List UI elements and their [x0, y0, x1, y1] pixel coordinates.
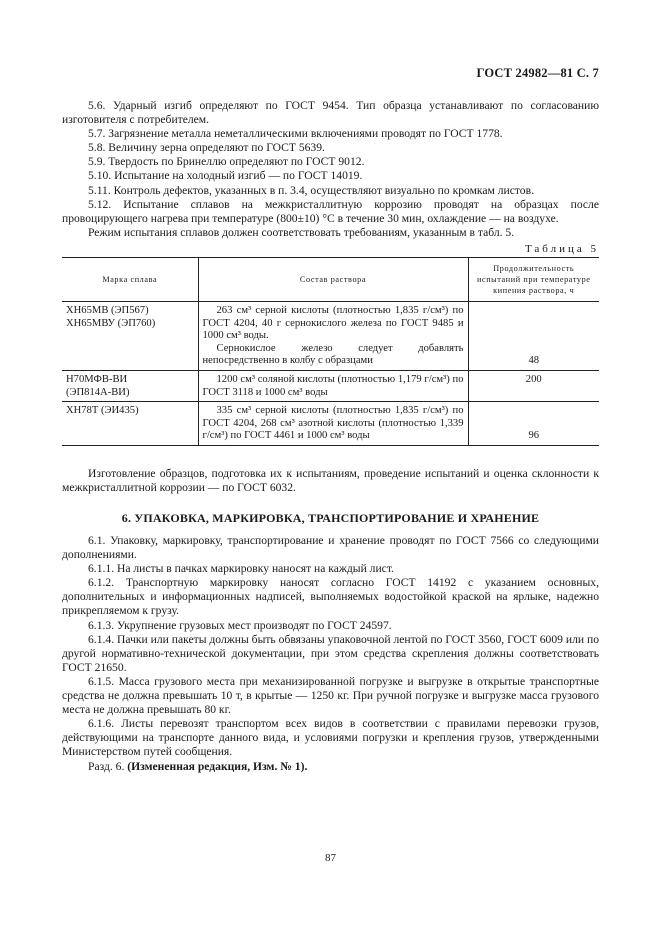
paragraph: 5.6. Ударный изгиб определяют по ГОСТ 9454. Тип образца устанавливают по согласованию изготовителя с потребителем.: [62, 99, 599, 127]
amendment-bold: (Измененная редакция, Изм. № 1).: [127, 759, 308, 773]
duration-cell: 96: [468, 402, 599, 446]
column-header-grade: Марка сплава: [62, 258, 198, 302]
top-paragraphs: [62, 99, 599, 240]
grade-cell: ХН65МВ (ЭП567) ХН65МВУ (ЭП760): [62, 302, 198, 371]
paragraph: 5.9. Твердость по Бринеллю определяют по ГОСТ 9012.: [88, 155, 365, 169]
section-paragraphs: [62, 534, 599, 774]
column-header-duration: Продолжительность испытаний при температуре кипения раствора, ч: [468, 258, 599, 302]
paragraph: 6.1.6. Листы перевозят транспортом всех видов в соответствии с правилами перевозки грузов, действующими на транспорте данного вида, и условиями погрузки и крепления грузов, утвержденными Министерством путей сообщения.: [62, 717, 599, 759]
table-row: [62, 302, 599, 371]
paragraph: 5.11. Контроль дефектов, указанных в п. 3.4, осуществляют визуально по кромкам листов.: [88, 183, 534, 197]
column-header-solution: Состав раствора: [198, 258, 468, 302]
paragraph: 6.1.3. Укрупнение грузовых мест производят по ГОСТ 24597.: [88, 618, 392, 632]
amendment-prefix: Разд. 6.: [88, 759, 128, 773]
paragraph: Режим испытания сплавов должен соответствовать требованиям, указанным в табл. 5.: [88, 225, 515, 239]
paragraph: 5.10. Испытание на холодный изгиб — по ГОСТ 14019.: [88, 169, 363, 183]
solution-text: 335 см³ серной кислоты (плотностью 1,835 г/см³) по ГОСТ 4204, 268 см³ азотной кислоты (плотностью 1,339 г/см³) по ГОСТ 4461 и 1000 см³ воды: [202, 405, 464, 442]
paragraph: 6.1.5. Масса грузового места при механизированной погрузке и выгрузке в открытые транспортные средства не должна превышать 10 т, в крытые — 1250 кг. При ручной погрузке и выгрузке масса грузового места не должна превышать 80 кг.: [62, 674, 599, 717]
paragraph: 5.12. Испытание сплавов на межкристаллитную коррозию проводят на образцах после провоцирующего нагрева при температуре (800±10) °С в течение 30 мин, охлаждение — на воздухе.: [62, 197, 599, 225]
paragraph: 5.7. Загрязнение металла неметаллическими включениями проводят по ГОСТ 1778.: [88, 127, 503, 141]
grade-cell: ХН78Т (ЭИ435): [62, 402, 198, 446]
corrosion-test-table: [62, 257, 599, 446]
solution-text: 263 см³ серной кислоты (плотностью 1,835 г/см³) по ГОСТ 4204, 40 г сернокислого железа по ГОСТ 9485 и 1000 см³ воды.: [202, 305, 464, 342]
solution-cell: [198, 370, 468, 401]
section-title: 6. УПАКОВКА, МАРКИРОВКА, ТРАНСПОРТИРОВАНИЕ И ХРАНЕНИЕ: [121, 511, 540, 525]
paragraph: 6.1.4. Пачки или пакеты должны быть обвязаны упаковочной лентой по ГОСТ 3560, ГОСТ 6009 или по другой нормативно-технической документации, при этом средства скрепления должны соответствовать ГОСТ 21650.: [62, 632, 599, 674]
solution-note: Сернокислое железо следует добавлять непосредственно в колбу с образцами: [202, 342, 464, 367]
solution-text: 1200 см³ соляной кислоты (плотностью 1,179 г/см³) по ГОСТ 3118 и 1000 см³ воды: [202, 373, 464, 398]
solution-cell: [198, 402, 468, 446]
paragraph: 6.1. Упаковку, маркировку, транспортирование и хранение проводят по ГОСТ 7566 со следующими дополнениями.: [62, 534, 599, 562]
after-table-paragraph: [62, 467, 599, 495]
table-row: [62, 370, 599, 401]
table-header-row: [62, 258, 599, 302]
duration-cell: 48: [468, 302, 599, 371]
paragraph: Изготовление образцов, подготовка их к испытаниям, проведение испытаний и оценка склонности к межкристаллитной коррозии — по ГОСТ 6032.: [62, 467, 599, 495]
grade-cell: Н70МФВ-ВИ (ЭП814А-ВИ): [62, 370, 198, 401]
table-caption: Таблица 5: [524, 243, 599, 255]
paragraph: 5.8. Величину зерна определяют по ГОСТ 5639.: [88, 141, 325, 155]
amendment-note: [62, 760, 599, 774]
solution-cell: [198, 302, 468, 371]
page-number: 87: [325, 852, 336, 864]
duration-cell: 200: [468, 370, 599, 401]
table-row: [62, 402, 599, 446]
paragraph: 6.1.1. На листы в пачках маркировку наносят на каждый лист.: [88, 562, 394, 576]
document-header: ГОСТ 24982—81 С. 7: [476, 66, 599, 80]
paragraph: 6.1.2. Транспортную маркировку наносят согласно ГОСТ 14192 с указанием основных, дополнительных и информационных надписей, выполняемых водостойкой краской на ярлыке, надежно прикрепляемом к грузу.: [62, 576, 599, 618]
